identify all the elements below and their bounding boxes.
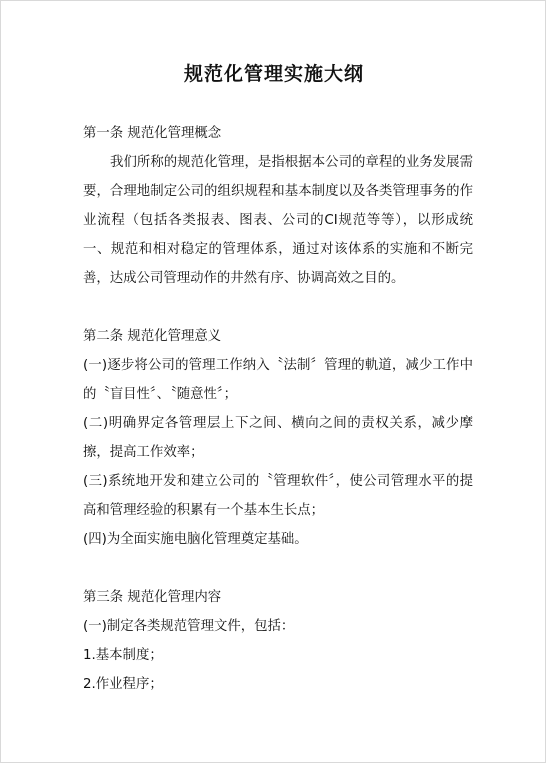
section-3-heading: 第三条 规范化管理内容 bbox=[83, 590, 222, 605]
spacer bbox=[83, 293, 473, 322]
section-2-item-3: (三)系统地开发和建立公司的〝管理软件〞，使公司管理水平的提高和管理经验的积累有一个基本生长点； bbox=[83, 474, 473, 518]
section-3-item-2: 1.基本制度； bbox=[83, 648, 163, 663]
section-2-heading: 第二条 规范化管理意义 bbox=[83, 329, 222, 344]
section-3-item-1: (一)制定各类规范管理文件，包括： bbox=[83, 619, 295, 634]
section-2-item-1: (一)逐步将公司的管理工作纳入〝法制〞管理的軌道，减少工作中的〝盲目性〞、〝随意性〞； bbox=[83, 358, 473, 402]
section-2-item-2: (二)明确界定各管理层上下之间、横向之间的责权关系，减少摩擦，提高工作效率； bbox=[83, 416, 473, 460]
document-title: 规范化管理实施大纲 bbox=[183, 63, 364, 85]
document-body bbox=[83, 119, 473, 699]
section-2-item-4: (四)为全面实施电脑化管理奠定基础。 bbox=[83, 532, 308, 547]
section-3-item-3: 2.作业程序； bbox=[83, 677, 163, 692]
section-1-heading: 第一条 规范化管理概念 bbox=[83, 126, 222, 141]
spacer bbox=[83, 554, 473, 583]
section-1-paragraph: 我们所称的规范化管理，是指根据本公司的章程的业务发展需要，合理地制定公司的组织规程和基本制度以及各类管理事务的作业流程（包括各类报表、图表、公司的CI规范等等），以形成统一、规范和相对稳定的管理体系，通过对该体系的实施和不断完善，达成公司管理动作的井然有序、协调高效之目的。 bbox=[83, 155, 473, 286]
